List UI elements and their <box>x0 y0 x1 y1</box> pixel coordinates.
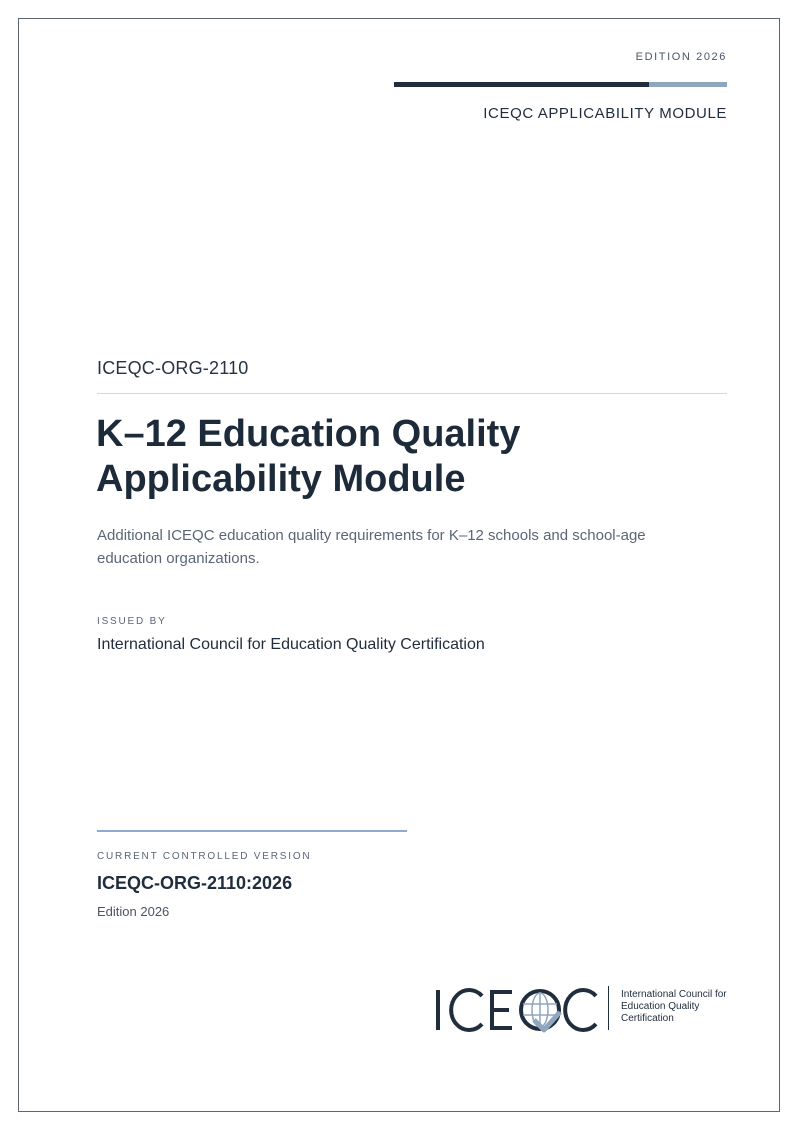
logo-name-line3: Certification <box>621 1013 674 1024</box>
logo-name-line2: Education Quality <box>621 1001 700 1012</box>
logo-divider <box>608 986 609 1030</box>
document-code: ICEQC-ORG-2110 <box>97 358 249 378</box>
accent-bar-light-segment <box>649 82 727 87</box>
current-version-label: CURRENT CONTROLLED VERSION <box>97 851 312 862</box>
document-title-line2: Applicability Module <box>96 458 466 500</box>
document-code-divider <box>97 393 727 394</box>
globe-checkmark-icon <box>521 991 560 1030</box>
version-divider <box>97 830 407 832</box>
current-version-edition: Edition 2026 <box>97 904 170 919</box>
accent-bar-dark-segment <box>394 82 649 87</box>
header-accent-bar <box>394 82 727 87</box>
issuer-name: International Council for Education Quality Certification <box>97 636 485 653</box>
current-version-id: ICEQC-ORG-2110:2026 <box>97 873 293 893</box>
logo-organization-name <box>621 989 741 1025</box>
iceqc-logo <box>434 982 734 1038</box>
logo-wordmark <box>434 982 600 1036</box>
document-subtitle: Additional ICEQC education quality requirements for K–12 schools and school-age education organizations. <box>97 527 646 567</box>
document-title-line1: K–12 Education Quality <box>96 413 521 455</box>
document-title <box>96 412 696 502</box>
issued-by-label: ISSUED BY <box>97 616 167 627</box>
logo-name-line1: International Council for <box>621 989 727 1000</box>
header-edition: EDITION 2026 <box>635 51 727 63</box>
module-label: ICEQC APPLICABILITY MODULE <box>483 105 727 122</box>
